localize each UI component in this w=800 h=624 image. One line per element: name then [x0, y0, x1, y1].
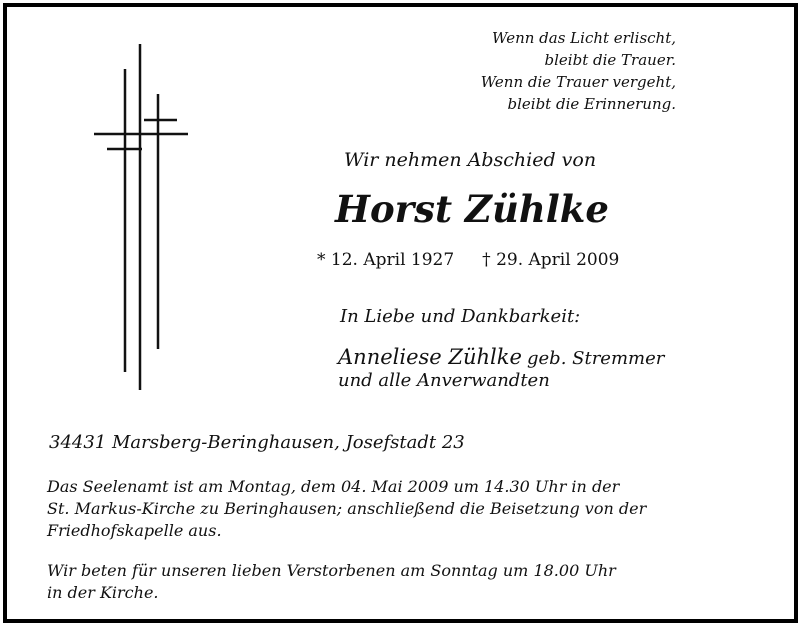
mourner-maiden-name: geb. Stremmer	[527, 348, 665, 369]
farewell-intro: Wir nehmen Abschied von	[344, 149, 597, 171]
service-line: Friedhofskapelle aus.	[47, 521, 222, 540]
poem-line: Wenn die Trauer vergeht,	[480, 73, 676, 91]
poem-line: bleibt die Erinnerung.	[507, 95, 676, 113]
obituary-card	[3, 3, 798, 623]
life-dates	[317, 250, 619, 270]
prayer-line: Wir beten für unseren lieben Verstorbenen am Sonntag um 18.00 Uhr	[47, 561, 616, 580]
service-line: Das Seelenamt ist am Montag, dem 04. Mai 2009 um 14.30 Uhr in der	[47, 477, 620, 496]
poem	[481, 27, 676, 115]
prayer-info	[47, 560, 616, 604]
closing-phrase: In Liebe und Dankbarkeit:	[340, 306, 581, 327]
service-line: St. Markus-Kirche zu Beringhausen; anschließend die Beisetzung von der	[47, 499, 647, 518]
service-info	[47, 476, 646, 542]
address: 34431 Marsberg-Beringhausen, Josefstadt 23	[49, 432, 465, 453]
prayer-line: in der Kirche.	[47, 583, 159, 602]
mourners	[338, 345, 664, 391]
deceased-name: Horst Zühlke	[335, 187, 609, 231]
poem-line: bleibt die Trauer.	[544, 51, 676, 69]
mourner-name: Anneliese Zühlke	[338, 345, 522, 369]
birth-date: * 12. April 1927	[317, 250, 455, 270]
mourner-others: und alle Anverwandten	[338, 370, 550, 391]
death-date: † 29. April 2009	[482, 250, 620, 270]
poem-line: Wenn das Licht erlischt,	[492, 29, 676, 47]
triple-cross-icon	[7, 7, 207, 407]
